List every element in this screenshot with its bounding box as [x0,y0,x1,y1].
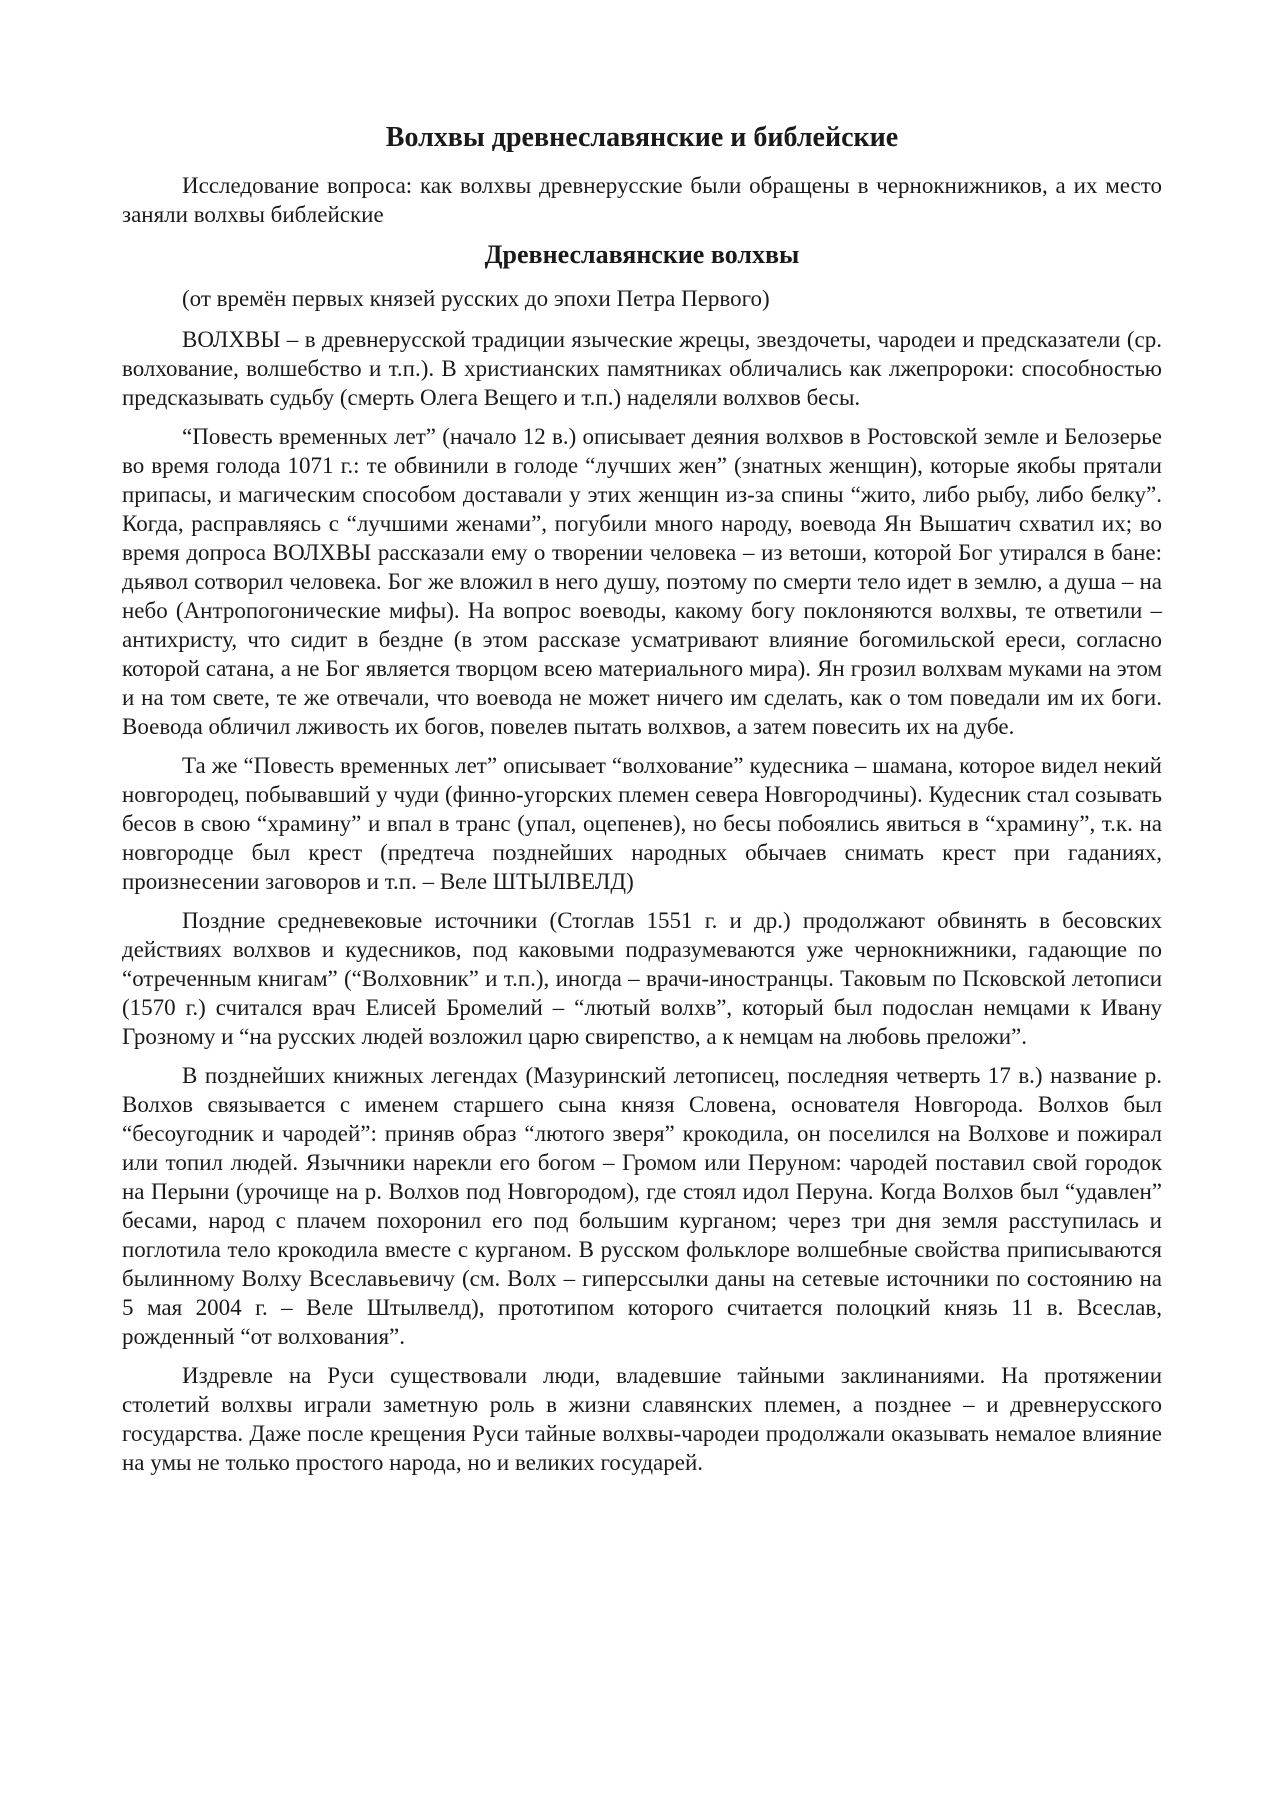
body-paragraph: “Повесть временных лет” (начало 12 в.) описывает деяния волхвов в Ростовской земле и Белозерье во время голода 1071 г.: те обвинили в голоде “лучших жен” (знатных женщин), которые якобы прятали припасы, и магическим способом доставали у этих женщин из-за спины “жито, либо рыбу, либо белку”. Когда, расправляясь с “лучшими женами”, погубили много народу, воевода Ян Вышатич схватил их; во время допроса ВОЛХВЫ рассказали ему о творении человека – из ветоши, которой Бог утирался в бане: дьявол сотворил человека. Бог же вложил в него душу, поэтому по смерти тело идет в землю, а душа – на небо (Антропогонические мифы). На вопрос воеводы, какому богу поклоняются волхвы, те ответили – антихристу, что сидит в бездне (в этом рассказе усматривают влияние богомильской ереси, согласно которой сатана, а не Бог является творцом всею материального мира). Ян грозил волхвам муками на этом и на том свете, те же отвечали, что воевода не может ничего им сделать, как о том поведали им их боги. Воевода обличил лживость их богов, повелев пытать волхвов, а затем повесить их на дубе. [122,423,1162,739]
section-note: (от времён первых князей русских до эпохи Петра Первого) [182,285,770,311]
intro-paragraph: Исследование вопроса: как волхвы древнерусские были обращены в чернокнижников, а их место заняли волхвы библейские [122,173,1162,227]
document-page [122,120,1162,1487]
body-paragraph: В позднейших книжных легендах (Мазуринский летописец, последняя четверть 17 в.) название р. Волхов связывается с именем старшего сына князя Словена, основателя Новгорода. Волхов был “бесоугодник и чародей”: приняв образ “лютого зверя” крокодила, он поселился на Волхове и пожирал или топил людей. Язычники нарекли его богом – Громом или Перуном: чародей поставил свой городок на Перыни (урочище на р. Волхов под Новгородом), где стоял идол Перуна. Когда Волхов был “удавлен” бесами, народ с плачем похоронил его под большим курганом; через три дня земля расступилась и поглотила тело крокодила вместе с курганом. В русском фольклоре волшебные свойства приписываются былинному Волху Всеславьевичу (см. Волх – гиперссылки даны на сетевые источники по состоянию на 5 мая 2004 г. – Веле Штылвелд), прототипом которого считается полоцкий князь 11 в. Всеслав, рожденный “от волхования”. [122,1062,1162,1349]
section-title: Древнеславянские волхвы [484,240,800,269]
body-paragraph: Издревле на Руси существовали люди, владевшие тайными заклинаниями. На протяжении столетий волхвы играли заметную роль в жизни славянских племен, а позднее – и древнерусского государства. Даже после крещения Руси тайные волхвы-чародеи продолжали оказывать немалое влияние на умы не только простого народа, но и великих государей. [122,1362,1162,1475]
body-paragraph: Та же “Повесть временных лет” описывает “волхование” кудесника – шамана, которое видел некий новгородец, побывавший у чуди (финно-угорских племен севера Новгородчины). Кудесник стал созывать бесов в свою “храмину” и впал в транс (упал, оцепенев), но бесы побоялись явиться в “храмину”, т.к. на новгородце был крест (предтеча позднейших народных обычаев снимать крест при гаданиях, произнесении заговоров и т.п. – Веле ШТЫЛВЕЛД) [122,752,1162,894]
body-paragraph: Поздние средневековые источники (Стоглав 1551 г. и др.) продолжают обвинять в бесовских действиях волхвов и кудесников, под каковыми подразумеваются уже чернокнижники, гадающие по “отреченным книгам” (“Волховник” и т.п.), иногда – врачи-иностранцы. Таковым по Псковской летописи (1570 г.) считался врач Елисей Бромелий – “лютый волхв”, который был подослан немцами к Ивану Грозному и “на русских людей возложил царю свирепство, а к немцам на любовь преложи”. [122,907,1162,1049]
body-paragraph: ВОЛХВЫ – в древнерусской традиции языческие жрецы, звездочеты, чародеи и предсказатели (ср. волхование, волшебство и т.п.). В христианских памятниках обличались как лжепророки: способностью предсказывать судьбу (смерть Олега Вещего и т.п.) наделяли волхвов бесы. [122,326,1162,410]
document-title: Волхвы древнеславянские и библейские [385,122,899,153]
